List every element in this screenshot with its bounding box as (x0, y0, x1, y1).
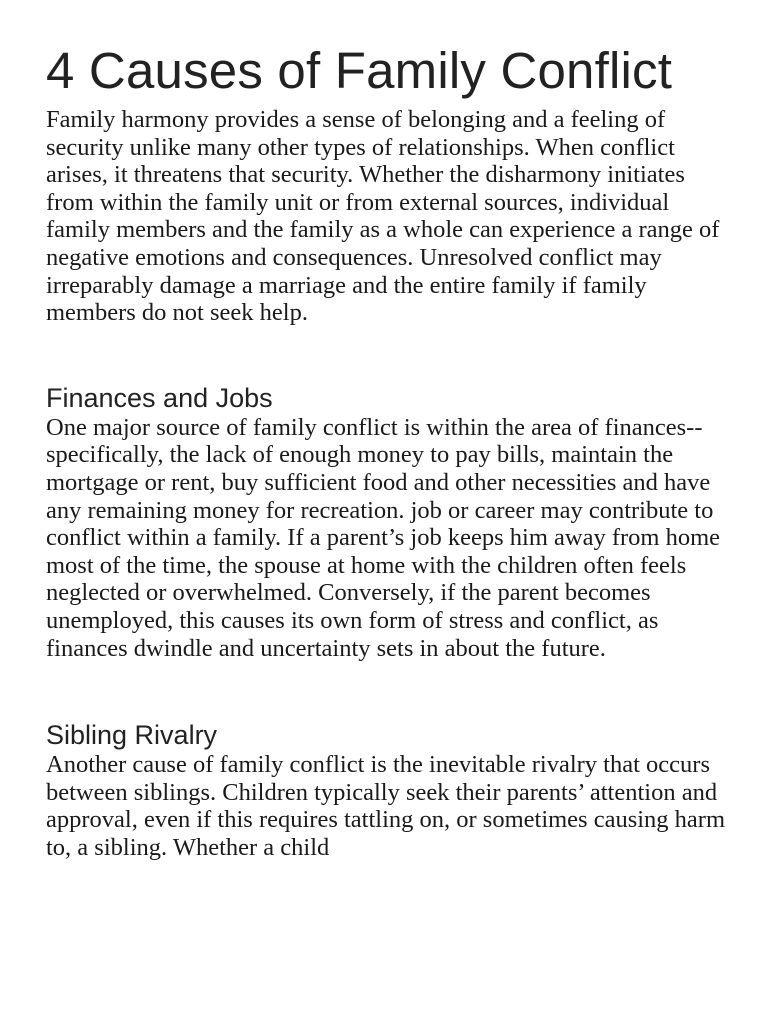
section-body-sibling-rivalry: Another cause of family conflict is the inevitable rivalry that occurs between siblings. Children typically seek their parents’ attention and approval, even if this requires tattling on, or sometimes causing harm to, a sibling. Whether a child (46, 751, 726, 861)
section-body-finances: One major source of family conflict is within the area of finances--specifically, the lack of enough money to pay bills, maintain the mortgage or rent, buy sufficient food and other necessities and have any remaining money for recreation. job or career may contribute to conflict within a family. If a parent’s job keeps him away from home most of the time, the spouse at home with the children often feels neglected or overwhelmed. Conversely, if the parent becomes unemployed, this causes its own form of stress and conflict, as finances dwindle and uncertainty sets in about the future. (46, 413, 721, 662)
page-title: 4 Causes of Family Conflict (46, 42, 673, 99)
intro-paragraph: Family harmony provides a sense of belonging and a feeling of security unlike many other types of relationships. When conflict arises, it threatens that security. Whether the disharmony initiates from within the family unit or from external sources, individual family members and the family as a whole can experience a range of negative emotions and consequences. Unresolved conflict may irreparably damage a marriage and the entire family if family members do not seek help. (46, 106, 720, 327)
section-heading-sibling-rivalry: Sibling Rivalry (46, 720, 218, 751)
section-heading-finances: Finances and Jobs (46, 382, 273, 413)
